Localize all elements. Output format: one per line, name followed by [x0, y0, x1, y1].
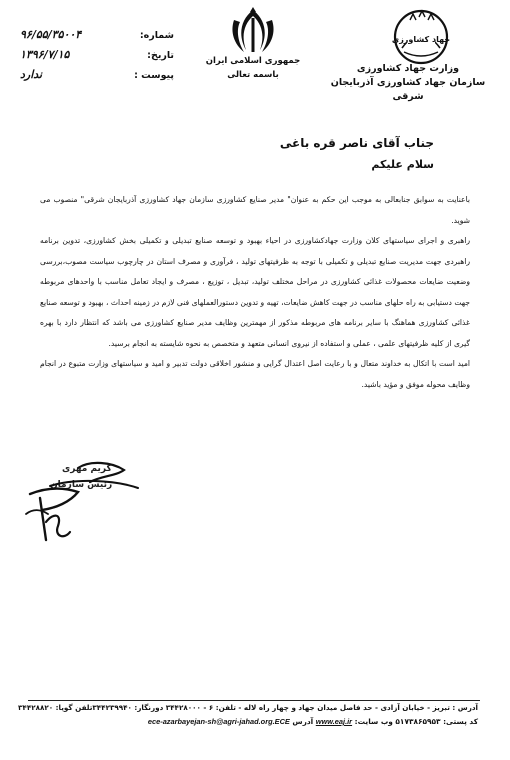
body-paragraph: امید است با اتکال به خداوند متعال و با رعایت اصل اعتدال گرایی و منشور اخلاقی دولت تدبیر و امید و سیاستهای وزارت متبوع در انجام وظایف محوله موفق و مؤید باشید.	[40, 359, 470, 389]
postal-code: ۵۱۷۳۸۶۵۹۵۳	[395, 717, 441, 726]
meta-date-row	[14, 48, 174, 68]
greeting: سلام علیکم	[371, 158, 434, 171]
iran-emblem-icon	[228, 6, 278, 56]
body-paragraph: راهبری و اجرای سیاستهای کلان وزارت جهادکشاورزی در احیاء بهبود و توسعه صنایع تبدیلی و تکمیلی بخش کشاورزی، تدوین برنامه راهبردی جهت مدیریت صنایع تبدیلی و تکمیلی با توجه به ظرفیتهای تولید ، فرآوری و مصرف استان در چارچوب سیاست مصوب،بررسی وضعیت ضایعات محصولات غذائی کشاورزی در مراحل مختلف تولید، تبدیل ، توزیع ، مصرف و ایجاد تعامل مناسب با واحدهای مربوطه جهت دستیابی به راه حلهای مناسب در جهت کاهش ضایعات، تهیه و تدوین دستورالعملهای فنی لازم در زمینه احداث ، بهبود و توسعه صنایع غذائی کشاورزی هماهنگ با سایر برنامه های مربوطه مذکور از مهمترین وظایف مدیر صنایع کشاورزی می باشد که انتظار دارد با بهره گیری از کلیه ظرفیتهای علمی ، عملی و استفاده از نیروی انسانی متعهد و متخصص به نحوه شایسته به انجام برسید.	[40, 236, 470, 348]
website-label: وب سایت:	[352, 717, 396, 726]
org-logo-text: جهاد کشاورزی	[391, 35, 451, 44]
footer-address: آدرس : تبریز - خیابان آزادی - حد فاصل میدان جهاد و چهار راه لاله - تلفن: ۶ - ۳۴۴۲۸۰۰۰ دورنگار: ۳۴۴۲۳۹۹۴۰تلفن گویا: ۳۴۴۲۸۸۲۰	[18, 703, 478, 712]
meta-attachment-value: ندارد	[20, 68, 43, 81]
meta-date-label: تاریخ:	[147, 50, 174, 61]
organization-name-block	[318, 62, 498, 104]
email-label: آدرس	[289, 717, 316, 726]
postal-label: کد پستی:	[440, 717, 478, 726]
meta-date-value: ۱۳۹۶/۷/۱۵	[20, 48, 70, 61]
footer-divider	[28, 700, 480, 701]
body-paragraph: باعنایت به سوابق جنابعالی به موجب این حکم به عنوان" مدیر صنایع کشاورزی سازمان جهاد کشاورزی آذربایجان شرقی" منصوب می شوید.	[40, 195, 470, 225]
jihad-agriculture-logo	[390, 8, 452, 66]
country-name: جمهوری اسلامی ایران	[205, 56, 301, 66]
website-link[interactable]: www.eaj.ir	[315, 717, 353, 726]
meta-number-value: ۹۶/۵۵/۳۵۰۰۴	[20, 28, 82, 41]
signatory-name: کریم مهری	[62, 464, 112, 474]
letter-meta	[14, 28, 174, 88]
meta-number-label: شماره:	[139, 30, 174, 41]
meta-attachment-label: پیوست :	[134, 70, 174, 81]
organization-name: سازمان جهاد کشاورزی آذربایجان شرقی	[330, 77, 486, 102]
footer-contact	[30, 717, 478, 726]
ministry-name: وزارت جهاد کشاورزی	[356, 63, 460, 74]
signatory-title: رئیس سازمان	[50, 480, 113, 490]
addressee: جناب آقای ناصر قره باغی	[279, 136, 434, 150]
meta-number-row	[14, 28, 174, 48]
handwritten-signature	[20, 452, 160, 548]
meta-attachment-row	[14, 68, 174, 88]
letter-body	[40, 190, 470, 395]
email-link[interactable]: ece-azarbayejan-sh@agri-jahad.org.ECE	[147, 717, 290, 726]
invocation: باسمه تعالی	[227, 70, 279, 80]
